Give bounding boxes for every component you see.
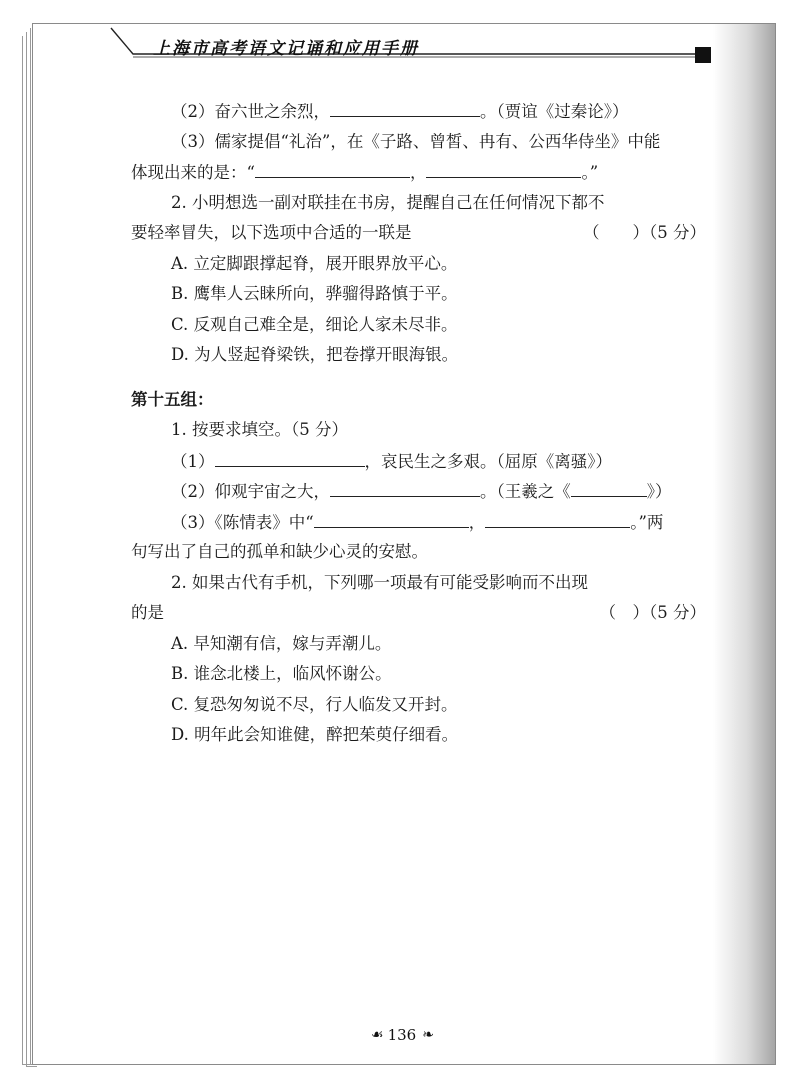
text-line: （2）奋六世之余烈， 。（贾谊《过秦论》） [131,96,706,127]
header-title: 上海市高考语文记诵和应用手册 [153,39,419,59]
option-d: D. 明年此会知谁健，醉把茱萸仔细看。 [171,725,459,744]
left-ornament-icon: ☙ [371,1027,382,1043]
fill-blank[interactable] [314,507,469,528]
text-line: （3）儒家提倡“礼治”，在《子路、曾皙、冉有、公西华侍坐》中能 [171,131,661,151]
option-b: B. 鹰隼人云睐所向，骅骝得路慎于平。 [171,284,458,303]
header-block-mark [695,47,711,63]
right-ornament-icon: ❧ [422,1027,432,1043]
text-line: 句写出了自己的孤单和缺少心灵的安慰。 [131,542,428,561]
text-line: （2）仰观宇宙之大， 。（王羲之《 》） [131,476,706,507]
question-text: 2. 如果古代有手机，下列哪一项最有可能受影响而不出现 [171,572,588,592]
fill-blank[interactable] [426,157,581,178]
option-a: A. 立定脚跟撑起脊，展开眼界放平心。 [171,253,458,273]
question-text: 的是 （ ）（5 分） [131,598,706,629]
answer-bracket[interactable]: （ ）（5 分） [583,223,706,242]
option-c: C. 反观自己难全是，细论人家未尽非。 [171,314,458,334]
book-page [33,24,775,1064]
question-text: 2. 小明想选一副对联挂在书房，提醒自己在任何情况下都不 [171,192,605,212]
running-header [33,24,775,72]
fill-blank[interactable] [255,157,410,178]
option-c: C. 复恐匆匆说不尽，行人临发又开封。 [171,694,458,714]
page-content [131,96,706,751]
page-footer [371,1026,432,1044]
fill-blank[interactable] [330,96,480,117]
text-line: （3）《陈情表》中“ ， 。”两 [131,507,706,538]
fill-blank[interactable] [330,476,480,497]
answer-bracket[interactable]: （ ）（5 分） [599,603,706,622]
group-heading: 第十五组： [131,389,214,409]
fill-blank[interactable] [485,507,630,528]
text-line: 体现出来的是：“ ， 。” [131,157,706,188]
question-text: 1. 按要求填空。（5 分） [171,420,348,439]
option-b: B. 谁念北楼上，临风怀谢公。 [171,664,392,683]
fill-blank[interactable] [571,476,647,497]
option-a: A. 早知潮有信，嫁与弄潮儿。 [171,633,392,653]
page-number: 136 [387,1026,417,1044]
text-line: （1） ，哀民生之多艰。（屈原《离骚》） [131,446,706,477]
option-d: D. 为人竖起脊梁铁，把卷撑开眼海银。 [171,345,459,364]
fill-blank[interactable] [215,446,365,467]
question-text: 要轻率冒失，以下选项中合适的一联是 （ ）（5 分） [131,218,706,249]
